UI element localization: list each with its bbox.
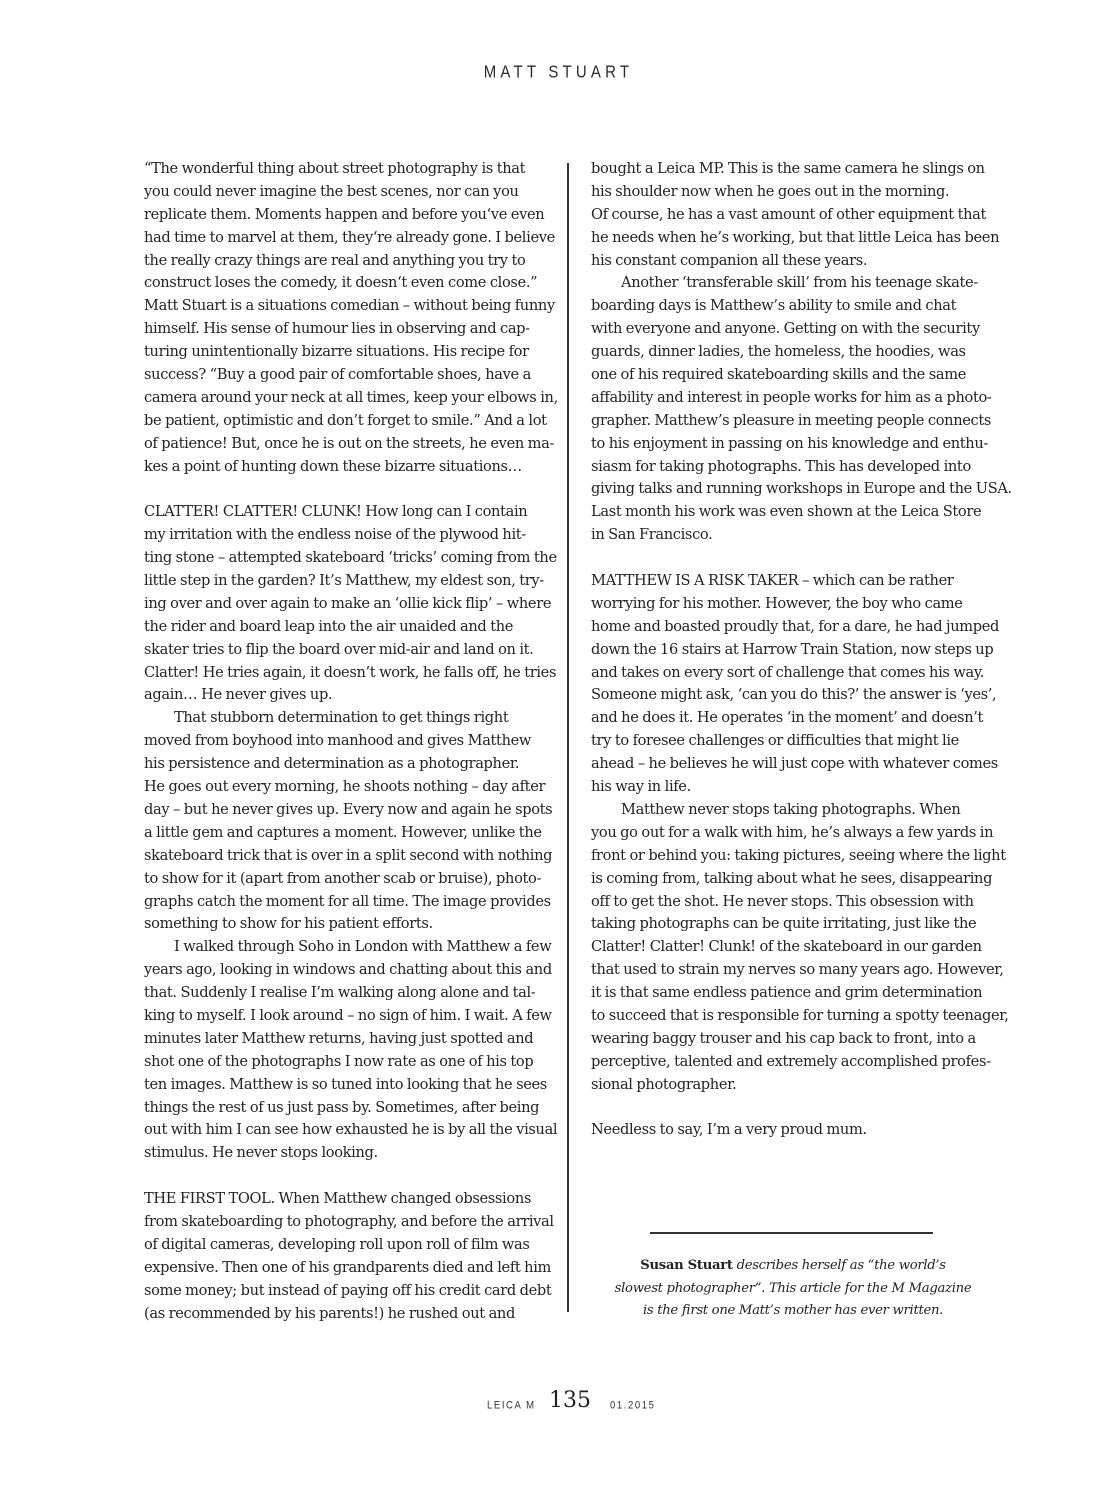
text-line: years ago, looking in windows and chatting about this and xyxy=(144,961,552,979)
text-line: with everyone and anyone. Getting on with the security xyxy=(591,320,980,338)
bio-text-1: describes herself as “the world’s xyxy=(732,1258,946,1273)
text-line: day – but he never gives up. Every now and again he spots xyxy=(144,800,553,818)
paragraph-gap xyxy=(591,1097,995,1120)
text-line: CLATTER! CLATTER! CLUNK! How long can I contain xyxy=(144,503,528,521)
text-line: minutes later Matthew returns, having just spotted and xyxy=(144,1029,534,1047)
text-line: things the rest of us just pass by. Sometimes, after being xyxy=(144,1098,540,1116)
text-line: king to myself. I look around – no sign of him. I wait. A few xyxy=(144,1006,552,1024)
text-line: guards, dinner ladies, the homeless, the hoodies, was xyxy=(591,343,966,361)
bio-rule xyxy=(650,1232,933,1234)
text-line: THE FIRST TOOL. When Matthew changed obsessions xyxy=(144,1190,532,1208)
text-line: siasm for taking photographs. This has developed into xyxy=(591,457,971,475)
text-line: That stubborn determination to get things right xyxy=(174,709,509,727)
folio xyxy=(0,1390,1117,1420)
text-line: of digital cameras, developing roll upon roll of film was xyxy=(144,1235,530,1253)
text-line: graphs catch the moment for all time. The image provides xyxy=(144,892,551,910)
bio-text-3: is the first one Matt’s mother has ever written. xyxy=(642,1303,944,1318)
text-line: turing unintentionally bizarre situations. His recipe for xyxy=(144,343,529,361)
text-line: ting stone – attempted skateboard ‘tricks’ coming from the xyxy=(144,549,557,567)
text-line: down the 16 stairs at Harrow Train Station, now steps up xyxy=(591,640,994,658)
text-line: front or behind you: taking pictures, seeing where the light xyxy=(591,846,1006,864)
text-line: his way in life. xyxy=(591,778,691,796)
issue-date: 01.2015 xyxy=(610,1398,656,1413)
text-line: Clatter! Clatter! Clunk! of the skateboard in our garden xyxy=(591,938,982,956)
text-line: home and boasted proudly that, for a dare, he had jumped xyxy=(591,617,999,635)
text-line: replicate them. Moments happen and before you‘ve even xyxy=(144,205,545,223)
author-name: Susan Stuart xyxy=(640,1258,733,1273)
text-line: He goes out every morning, he shoots nothing – day after xyxy=(144,778,546,796)
article-column-left xyxy=(144,158,558,1325)
text-line: skater tries to flip the board over mid-air and land on it. xyxy=(144,640,534,658)
text-line: the rider and board leap into the air unaided and the xyxy=(144,617,514,635)
paragraph-gap xyxy=(144,1165,548,1188)
text-line: himself. His sense of humour lies in observing and cap- xyxy=(144,320,530,338)
text-line: is coming from, talking about what he sees, disappearing xyxy=(591,869,993,887)
paragraph-gap xyxy=(591,547,995,570)
text-line: one of his required skateboarding skills and the same xyxy=(591,366,967,384)
text-line: and takes on every sort of challenge that comes his way. xyxy=(591,663,985,681)
text-line: you go out for a walk with him, he’s always a few yards in xyxy=(591,823,994,841)
text-line: out with him I can see how exhausted he is by all the visual xyxy=(144,1121,558,1139)
article-column-right xyxy=(591,158,1012,1142)
text-line: wearing baggy trouser and his cap back to front, into a xyxy=(591,1029,976,1047)
text-line: Needless to say, I’m a very proud mum. xyxy=(591,1121,867,1139)
text-line: “The wonderful thing about street photography is that xyxy=(144,160,526,177)
text-line: from skateboarding to photography, and before the arrival xyxy=(144,1212,554,1230)
text-line: skateboard trick that is over in a split second with nothing xyxy=(144,846,553,864)
text-line: success? “Buy a good pair of comfortable shoes, have a xyxy=(144,366,531,384)
text-line: shot one of the photographs I now rate as one of his top xyxy=(144,1052,534,1070)
text-line: Last month his work was even shown at the Leica Store xyxy=(591,503,982,521)
text-line: my irritation with the endless noise of the plywood hit- xyxy=(144,526,526,544)
text-line: some money; but instead of paying off his credit card debt xyxy=(144,1281,552,1299)
text-line: that used to strain my nerves so many years ago. However, xyxy=(591,961,1004,979)
text-line: a little gem and captures a moment. However, unlike the xyxy=(144,823,542,841)
text-line: affability and interest in people works for him as a photo- xyxy=(591,388,992,406)
text-line: perceptive, talented and extremely accomplished profes- xyxy=(591,1052,991,1070)
text-line: Someone might ask, ‘can you do this?’ the answer is ‘yes’, xyxy=(591,686,997,704)
text-line: ten images. Matthew is so tuned into looking that he sees xyxy=(144,1075,547,1093)
running-head: MATT STUART xyxy=(483,62,634,83)
text-line: Of course, he has a vast amount of other equipment that xyxy=(591,205,987,223)
text-line: I walked through Soho in London with Matthew a few xyxy=(174,938,552,956)
page-number: 135 xyxy=(549,1388,591,1413)
text-line: stimulus. He never stops looking. xyxy=(144,1144,378,1162)
text-line: of patience! But, once he is out on the streets, he even ma- xyxy=(144,434,555,452)
text-line: you could never imagine the best scenes, nor can you xyxy=(144,182,519,200)
text-line: camera around your neck at all times, keep your elbows in, xyxy=(144,388,558,406)
text-line: it is that same endless patience and grim determination xyxy=(591,984,983,1002)
text-line: giving talks and running workshops in Europe and the USA. xyxy=(591,480,1012,498)
text-line: to succeed that is responsible for turning a spotty teenager, xyxy=(591,1006,1009,1024)
text-line: off to get the shot. He never stops. This obsession with xyxy=(591,892,974,910)
text-line: had time to marvel at them, they‘re already gone. I believe xyxy=(144,228,555,246)
text-line: his persistence and determination as a photographer. xyxy=(144,755,520,773)
text-line: to show for it (apart from another scab or bruise), photo- xyxy=(144,869,542,887)
text-line: to his enjoyment in passing on his knowledge and enthu- xyxy=(591,434,988,452)
text-line: MATTHEW IS A RISK TAKER – which can be rather xyxy=(591,572,954,590)
text-line: be patient, optimistic and don’t forget to smile.” And a lot xyxy=(144,411,547,429)
text-line: boarding days is Matthew’s ability to smile and chat xyxy=(591,297,957,315)
text-line: worrying for his mother. However, the boy who came xyxy=(591,594,963,612)
author-bio xyxy=(591,1255,995,1323)
magazine-name: LEICA M xyxy=(487,1398,536,1413)
text-line: ahead – he believes he will just cope with whatever comes xyxy=(591,755,998,773)
text-line: bought a Leica MP. This is the same camera he slings on xyxy=(591,160,985,177)
text-line: (as recommended by his parents!) he rushed out and xyxy=(144,1304,515,1322)
column-divider xyxy=(567,163,569,1312)
text-line: little step in the garden? It’s Matthew, my eldest son, try- xyxy=(144,572,544,590)
text-line: kes a point of hunting down these bizarre situations… xyxy=(144,457,522,475)
paragraph-gap xyxy=(144,478,548,501)
text-line: Matthew never stops taking photographs. When xyxy=(621,800,961,818)
text-line: taking photographs can be quite irritating, just like the xyxy=(591,915,977,933)
text-line: sional photographer. xyxy=(591,1075,737,1093)
text-line: Clatter! He tries again, it doesn’t work, he falls off, he tries xyxy=(144,663,557,681)
text-line: again… He never gives up. xyxy=(144,686,333,704)
text-line: moved from boyhood into manhood and gives Matthew xyxy=(144,732,532,750)
text-line: grapher. Matthew’s pleasure in meeting people connects xyxy=(591,411,992,429)
text-line: in San Francisco. xyxy=(591,526,713,544)
text-line: try to foresee challenges or difficulties that might lie xyxy=(591,732,959,750)
text-line: his shoulder now when he goes out in the morning. xyxy=(591,182,950,200)
text-line: the really crazy things are real and anything you try to xyxy=(144,251,526,269)
text-line: and he does it. He operates ‘in the moment’ and doesn’t xyxy=(591,709,984,727)
text-line: expensive. Then one of his grandparents died and left him xyxy=(144,1258,552,1276)
text-line: ing over and over again to make an ‘ollie kick flip’ – where xyxy=(144,594,552,612)
text-line: construct loses the comedy, it doesn‘t even come close.” xyxy=(144,274,538,292)
text-line: that. Suddenly I realise I’m walking along alone and tal- xyxy=(144,984,536,1002)
text-line: Another ‘transferable skill’ from his teenage skate- xyxy=(621,274,978,292)
text-line: something to show for his patient efforts. xyxy=(144,915,433,933)
bio-text-2: slowest photographer”. This article for the M Magazine xyxy=(614,1280,972,1296)
text-line: his constant companion all these years. xyxy=(591,251,868,269)
text-line: Matt Stuart is a situations comedian – without being funny xyxy=(144,297,555,315)
text-line: he needs when he’s working, but that little Leica has been xyxy=(591,228,1000,246)
